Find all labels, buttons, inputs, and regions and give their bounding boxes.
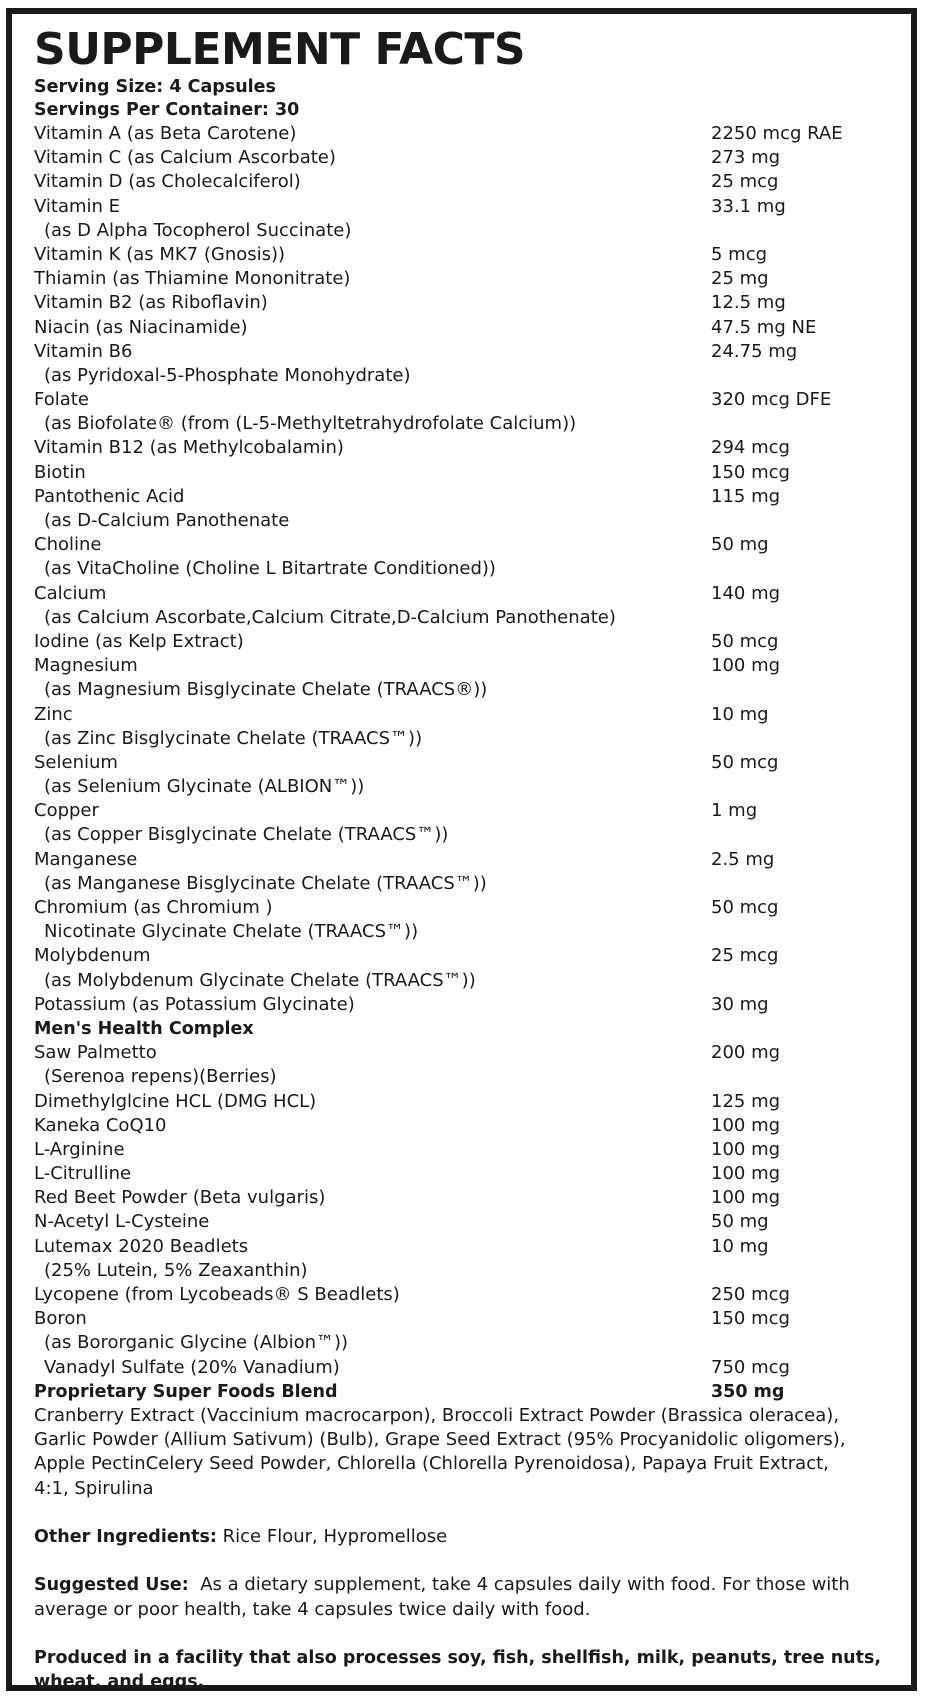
ingredient-row [34, 1138, 897, 1162]
ingredient-amount: 2.5 mg [711, 848, 775, 870]
ingredient-row [34, 267, 897, 291]
ingredient-row [34, 1090, 897, 1114]
ingredient-row [34, 146, 897, 170]
ingredient-row [34, 751, 897, 775]
ingredient-name: Pantothenic Acid [34, 485, 185, 507]
ingredient-name: (as Molybdenum Glycinate Chelate (TRAACS™)) [44, 969, 476, 991]
ingredient-name: (as Pyridoxal-5-Phosphate Monohydrate) [44, 364, 411, 386]
ingredient-row [34, 509, 897, 533]
ingredient-name: Lutemax 2020 Beadlets [34, 1235, 249, 1257]
ingredient-name: Dimethylglcine HCL (DMG HCL) [34, 1090, 317, 1112]
ingredient-row [34, 461, 897, 485]
ingredient-name: Kaneka CoQ10 [34, 1114, 167, 1136]
ingredient-row [34, 340, 897, 364]
ingredient-row [34, 1331, 897, 1355]
ingredient-name: (25% Lutein, 5% Zeaxanthin) [44, 1259, 308, 1281]
ingredient-row [34, 1210, 897, 1234]
ingredient-row [34, 1114, 897, 1138]
ingredient-name: (as Copper Bisglycinate Chelate (TRAACS™)) [44, 824, 449, 846]
blend-line: Apple PectinCelery Seed Powder, Chlorella (Chlorella Pyrenoidosa), Papaya Fruit Extract, [34, 1453, 829, 1475]
ingredient-row [34, 316, 897, 340]
ingredient-name: (as Magnesium Bisglycinate Chelate (TRAACS®)) [44, 679, 488, 701]
ingredient-amount: 25 mcg [711, 171, 779, 193]
ingredient-row [34, 364, 897, 388]
ingredient-row [34, 122, 897, 146]
ingredient-name: Calcium [34, 582, 107, 604]
ingredient-row [34, 993, 897, 1017]
blend-line: Cranberry Extract (Vaccinium macrocarpon), Broccoli Extract Powder (Brassica oleracea), [34, 1404, 840, 1426]
ingredient-row [34, 195, 897, 219]
ingredient-amount: 140 mg [711, 582, 781, 604]
ingredient-amount: 294 mcg [711, 437, 790, 459]
suggested-use-line [34, 1573, 897, 1597]
ingredient-amount: 100 mg [711, 1163, 781, 1185]
ingredient-name: L-Citrulline [34, 1163, 132, 1185]
ingredient-amount: 25 mcg [711, 945, 779, 967]
ingredient-name: Boron [34, 1308, 87, 1330]
ingredient-row [34, 703, 897, 727]
ingredient-row [34, 1283, 897, 1307]
ingredient-row [34, 944, 897, 968]
ingredient-amount: 30 mg [711, 993, 769, 1015]
ingredient-name: Men's Health Complex [34, 1018, 254, 1039]
ingredient-row [34, 485, 897, 509]
ingredient-name: Saw Palmetto [34, 1042, 157, 1064]
ingredient-row [34, 969, 897, 993]
ingredient-name: Manganese [34, 848, 138, 870]
ingredient-row [34, 775, 897, 799]
ingredient-row [34, 533, 897, 557]
ingredient-amount: 100 mg [711, 1187, 781, 1209]
ingredient-amount: 50 mcg [711, 751, 779, 773]
ingredient-row [34, 799, 897, 823]
allergen-warning-line: Produced in a facility that also processes soy, fish, shellfish, milk, peanuts, tree nuts, [34, 1647, 882, 1668]
ingredient-name: Selenium [34, 751, 118, 773]
ingredient-row [34, 412, 897, 436]
ingredient-row [34, 654, 897, 678]
ingredient-name: Vitamin A (as Beta Carotene) [34, 123, 297, 144]
ingredient-amount: 50 mcg [711, 897, 779, 918]
ingredient-name: Iodine (as Kelp Extract) [34, 630, 244, 652]
ingredient-amount: 350 mg [711, 1381, 785, 1402]
ingredient-name: (as D-Calcium Panothenate [44, 510, 290, 531]
ingredient-row [34, 582, 897, 606]
ingredient-name: Vitamin E [34, 195, 121, 217]
ingredient-amount: 10 mg [711, 1235, 769, 1257]
ingredient-amount: 250 mcg [711, 1284, 790, 1305]
ingredient-row [34, 920, 897, 944]
ingredient-name: (as Zinc Bisglycinate Chelate (TRAACS™)) [44, 727, 423, 749]
ingredient-amount: 33.1 mg [711, 195, 786, 217]
supplement-facts-panel [6, 8, 917, 1691]
ingredient-amount: 1 mg [711, 800, 758, 822]
ingredient-row [34, 1162, 897, 1186]
ingredient-name: (as Manganese Bisglycinate Chelate (TRAACS™)) [44, 872, 487, 894]
ingredient-amount: 150 mcg [711, 461, 790, 483]
ingredient-name: Potassium (as Potassium Glycinate) [34, 993, 355, 1015]
ingredient-name: (as Biofolate® (from (L-5-Methyltetrahydrofolate Calcium)) [44, 413, 577, 435]
panel-content [34, 24, 897, 1694]
ingredient-name: Biotin [34, 461, 86, 483]
ingredient-amount: 47.5 mg NE [711, 316, 817, 338]
ingredient-row [34, 630, 897, 654]
panel-title: SUPPLEMENT FACTS [34, 24, 526, 75]
servings-per-container: Servings Per Container: 30 [34, 100, 300, 120]
ingredient-amount: 320 mcg DFE [711, 389, 832, 411]
ingredient-name: (as Selenium Glycinate (ALBION™)) [44, 776, 365, 798]
ingredient-row [34, 219, 897, 243]
ingredient-row [34, 170, 897, 194]
serving-size: Serving Size: 4 Capsules [34, 77, 276, 97]
ingredient-amount: 2250 mcg RAE [711, 123, 843, 144]
ingredient-name: (as Bororganic Glycine (Albion™)) [44, 1332, 349, 1354]
ingredient-name: Choline [34, 534, 102, 556]
ingredient-row [34, 1356, 897, 1380]
ingredient-row [34, 896, 897, 920]
ingredient-name: Red Beet Powder (Beta vulgaris) [34, 1187, 326, 1209]
ingredient-name: Zinc [34, 703, 73, 725]
ingredient-name: Thiamin (as Thiamine Mononitrate) [34, 268, 351, 290]
ingredient-amount: 100 mg [711, 655, 781, 677]
ingredient-row [34, 678, 897, 702]
ingredient-name: Lycopene (from Lycobeads® S Beadlets) [34, 1284, 400, 1305]
ingredient-row [34, 243, 897, 267]
ingredient-name: (as VitaCholine (Choline L Bitartrate Conditioned)) [44, 558, 496, 580]
ingredient-row [34, 1307, 897, 1331]
ingredient-amount: 150 mcg [711, 1308, 790, 1330]
ingredient-row [34, 1065, 897, 1089]
ingredient-name: (as Calcium Ascorbate,Calcium Citrate,D-Calcium Panothenate) [44, 606, 616, 628]
ingredient-row [34, 606, 897, 630]
ingredient-row [34, 823, 897, 847]
ingredient-name: Copper [34, 800, 99, 822]
ingredient-name: Nicotinate Glycinate Chelate (TRAACS™)) [44, 921, 419, 943]
other-ingredients [34, 1525, 897, 1549]
ingredient-name: Chromium (as Chromium ) [34, 897, 273, 918]
ingredient-amount: 200 mg [711, 1042, 781, 1064]
ingredient-row [34, 1041, 897, 1065]
ingredient-name: Vitamin K (as MK7 (Gnosis)) [34, 243, 286, 265]
ingredient-amount: 5 mcg [711, 243, 768, 265]
ingredient-list [34, 122, 897, 1404]
ingredient-amount: 50 mg [711, 1211, 769, 1233]
blend-line: Garlic Powder (Allium Sativum) (Bulb), Grape Seed Extract (95% Procyanidolic oligomers), [34, 1429, 846, 1451]
ingredient-amount: 115 mg [711, 485, 781, 507]
suggested-use-text: As a dietary supplement, take 4 capsules daily with food. For those with [200, 1574, 850, 1596]
ingredient-amount: 24.75 mg [711, 340, 798, 362]
ingredient-amount: 125 mg [711, 1090, 781, 1112]
ingredient-row [34, 1259, 897, 1283]
blend-ingredients [34, 1404, 897, 1501]
ingredient-name: Proprietary Super Foods Blend [34, 1381, 338, 1402]
ingredient-name: Vitamin B6 [34, 340, 133, 362]
ingredient-name: Magnesium [34, 655, 138, 677]
ingredient-amount: 50 mg [711, 534, 769, 556]
ingredient-row [34, 1186, 897, 1210]
ingredient-name: Vitamin C (as Calcium Ascorbate) [34, 147, 336, 169]
ingredient-name: Vitamin B12 (as Methylcobalamin) [34, 437, 344, 459]
ingredient-row [34, 388, 897, 412]
ingredient-amount: 50 mcg [711, 630, 779, 652]
section-header-row [34, 1017, 897, 1041]
other-ingredients-text: Rice Flour, Hypromellose [222, 1525, 448, 1547]
allergen-warning-line: wheat, and eggs. [34, 1672, 205, 1693]
other-ingredients-label: Other Ingredients: [34, 1526, 217, 1547]
ingredient-amount: 750 mcg [711, 1356, 790, 1378]
ingredient-row [34, 848, 897, 872]
suggested-use [34, 1573, 897, 1621]
ingredient-name: Niacin (as Niacinamide) [34, 316, 248, 338]
ingredient-name: Vitamin B2 (as Riboflavin) [34, 292, 268, 314]
ingredient-amount: 12.5 mg [711, 292, 786, 314]
ingredient-name: N-Acetyl L-Cysteine [34, 1211, 210, 1233]
ingredient-row [34, 727, 897, 751]
allergen-warning [34, 1646, 897, 1694]
ingredient-name: Molybdenum [34, 945, 151, 967]
ingredient-row [34, 557, 897, 581]
ingredient-row [34, 1235, 897, 1259]
ingredient-amount: 25 mg [711, 268, 769, 290]
ingredient-name: Vanadyl Sulfate (20% Vanadium) [44, 1356, 340, 1378]
section-header-row [34, 1380, 897, 1404]
ingredient-name: (as D Alpha Tocopherol Succinate) [44, 219, 352, 241]
ingredient-amount: 100 mg [711, 1138, 781, 1160]
ingredient-amount: 10 mg [711, 703, 769, 725]
blend-line: 4:1, Spirulina [34, 1477, 154, 1499]
ingredient-name: (Serenoa repens)(Berries) [44, 1066, 277, 1088]
ingredient-name: Folate [34, 389, 89, 411]
ingredient-row [34, 872, 897, 896]
ingredient-amount: 100 mg [711, 1114, 781, 1136]
ingredient-amount: 273 mg [711, 147, 781, 169]
suggested-use-line: average or poor health, take 4 capsules twice daily with food. [34, 1598, 591, 1620]
ingredient-row [34, 436, 897, 460]
ingredient-name: Vitamin D (as Cholecalciferol) [34, 171, 301, 193]
ingredient-row [34, 291, 897, 315]
ingredient-name: L-Arginine [34, 1138, 125, 1160]
suggested-use-label: Suggested Use: [34, 1575, 189, 1596]
